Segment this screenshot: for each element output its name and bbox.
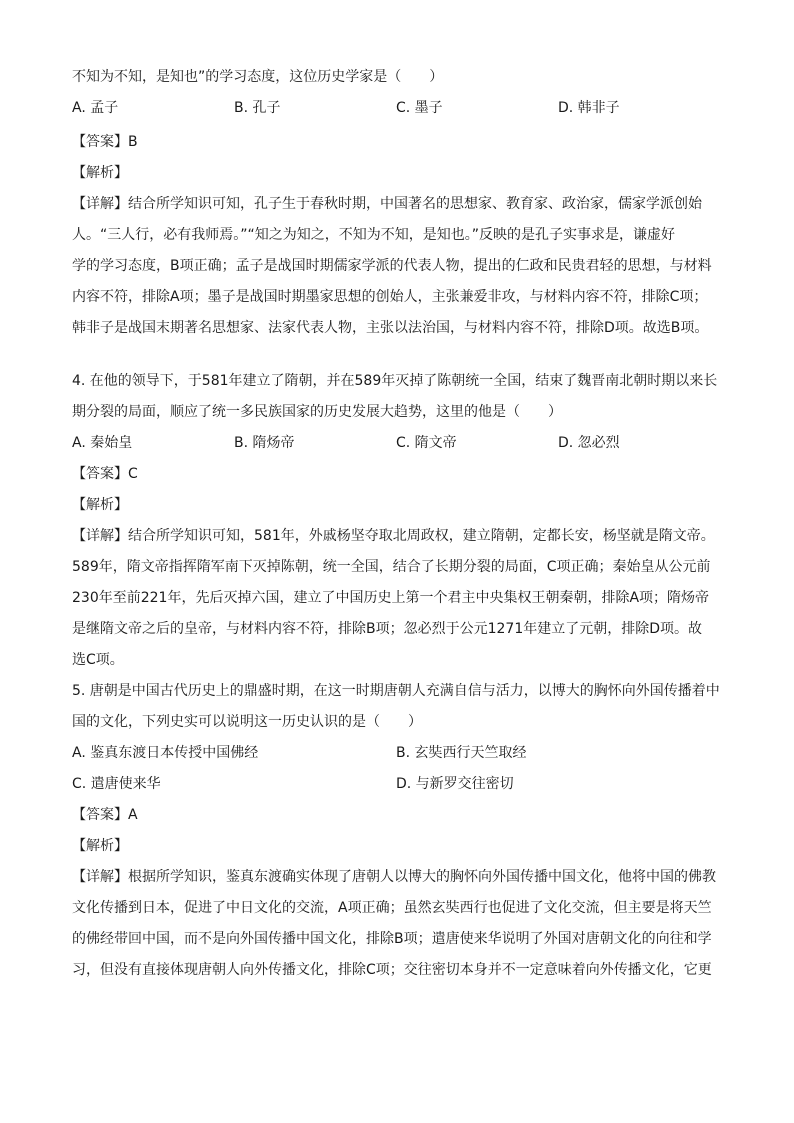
- q4-option-d: D. 忽必烈: [558, 435, 620, 451]
- q4-option-b: B. 隋炀帝: [234, 435, 295, 451]
- q4-detail-line: 230年至前221年，先后灭掉六国，建立了中国历史上第一个君主中央集权王朝秦朝，排除A项；隋炀帝: [72, 590, 710, 606]
- q3-option-a: A. 孟子: [72, 100, 119, 116]
- q4-detail-line: 589年，隋文帝指挥隋军南下灭掉陈朝，统一全国，结合了长期分裂的局面，C项正确；秦始皇从公元前: [72, 559, 711, 575]
- q4-stem-line: 4. 在他的领导下，于581年建立了隋朝，并在589年灭掉了陈朝统一全国，结束了魏晋南北朝时期以来长: [72, 373, 718, 389]
- q4-options: [72, 428, 722, 459]
- q5-option-a: A. 鉴真东渡日本传授中国佛经: [72, 745, 259, 761]
- q4-detail-line: 选C项。: [72, 652, 124, 668]
- q4-option-c: C. 隋文帝: [396, 435, 457, 451]
- q3-analysis-label: 【解析】: [72, 165, 128, 181]
- q4-detail-line: 【详解】结合所学知识可知，581年，外戚杨坚夺取北周政权，建立隋朝，定都长安，杨坚就是隋文帝。: [72, 528, 715, 544]
- q4-analysis-label: 【解析】: [72, 497, 128, 513]
- q3-answer: 【答案】B: [72, 134, 138, 150]
- q5-detail-line: 习，但没有直接体现唐朝人向外传播文化，排除C项；交往密切本身并不一定意味着向外传播文化，它更: [72, 962, 712, 978]
- q5-detail-line: 【详解】根据所学知识，鉴真东渡确实体现了唐朝人以博大的胸怀向外国传播中国文化，他将中国的佛教: [72, 869, 716, 885]
- q4-option-a: A. 秦始皇: [72, 435, 133, 451]
- q5-option-c: C. 遣唐使来华: [72, 776, 161, 792]
- q3-option-c: C. 墨子: [396, 100, 443, 116]
- page-content: [72, 62, 722, 986]
- q3-detail-line: 韩非子是战国末期著名思想家、法家代表人物，主张以法治国，与材料内容不符，排除D项。故选B项。: [72, 320, 709, 336]
- q5-option-b: B. 玄奘西行天竺取经: [396, 745, 527, 761]
- q5-options-row-2: [72, 769, 722, 800]
- q3-option-d: D. 韩非子: [558, 100, 620, 116]
- q4-stem-line: 期分裂的局面，顺应了统一多民族国家的历史发展大趋势，这里的他是（ ）: [72, 404, 562, 420]
- q3-option-b: B. 孔子: [234, 100, 281, 116]
- q5-answer: 【答案】A: [72, 807, 138, 823]
- q5-option-d: D. 与新罗交往密切: [396, 776, 514, 792]
- q5-stem-line: 5. 唐朝是中国古代历史上的鼎盛时期，在这一时期唐朝人充满自信与活力，以博大的胸怀向外国传播着中: [72, 683, 720, 699]
- q4-answer: 【答案】C: [72, 466, 138, 482]
- q5-options-row-1: [72, 738, 722, 769]
- q3-detail-line: 人。“三人行，必有我师焉。”“知之为知之，不知为不知，是知也。”反映的是孔子实事求是，谦虚好: [72, 227, 676, 243]
- q3-options: [72, 93, 722, 124]
- q3-detail-line: 学的学习态度，B项正确；孟子是战国时期儒家学派的代表人物，提出的仁政和民贵君轻的思想，与材料: [72, 258, 712, 274]
- q5-analysis-label: 【解析】: [72, 838, 128, 854]
- q3-stem-tail: 不知为不知，是知也”的学习态度，这位历史学家是（ ）: [72, 69, 444, 85]
- q3-detail-line: 【详解】结合所学知识可知，孔子生于春秋时期，中国著名的思想家、教育家、政治家，儒家学派创始: [72, 196, 702, 212]
- q5-detail-line: 文化传播到日本，促进了中日文化的交流，A项正确；虽然玄奘西行也促进了文化交流，但主要是将天竺: [72, 900, 712, 916]
- q4-detail-line: 是继隋文帝之后的皇帝，与材料内容不符，排除B项；忽必烈于公元1271年建立了元朝，排除D项。故: [72, 621, 703, 637]
- q5-detail-line: 的佛经带回中国，而不是向外国传播中国文化，排除B项；遣唐使来华说明了外国对唐朝文化的向往和学: [72, 931, 712, 947]
- q3-detail-line: 内容不符，排除A项；墨子是战国时期墨家思想的创始人，主张兼爱非攻，与材料内容不符，排除C项；: [72, 289, 708, 305]
- q5-stem-line: 国的文化，下列史实可以说明这一历史认识的是（ ）: [72, 714, 422, 730]
